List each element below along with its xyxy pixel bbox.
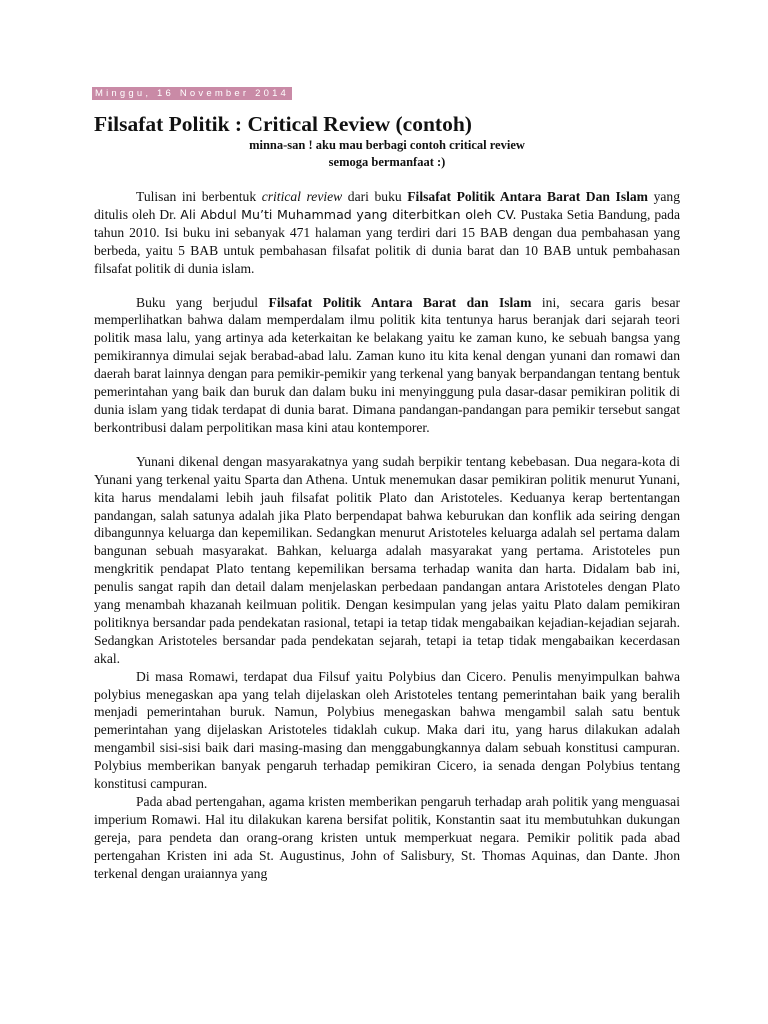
- paragraph-1: Tulisan ini berbentuk critical review dari buku Filsafat Politik Antara Barat Dan Islam yang ditulis oleh Dr. Ali Abdul Mu’ti Muhammad yang diterbitkan oleh CV. Pustaka Setia Bandung, pada tahun 2010. Isi buku ini sebanyak 471 halaman yang terdiri dari 15 BAB dengan dua pembahasan yang berbeda, yaitu 5 BAB untuk pembahasan filsafat politik di dunia barat dan 10 BAB untuk pembahasan filsafat politik di dunia islam.: [94, 189, 680, 276]
- post-subtitle-line1: minna-san ! aku mau berbagi contoh critical review: [249, 138, 525, 152]
- post-title: Filsafat Politik : Critical Review (contoh): [94, 112, 472, 136]
- paragraph-4: Di masa Romawi, terdapat dua Filsuf yaitu Polybius dan Cicero. Penulis menyimpulkan bahwa polybius menegaskan apa yang telah dijelaskan oleh Aristoteles tentang pemerintahan baik yang beralih menjadi pemerintahan buruk. Namun, Polybius menegaskan bahwa mengambil salah satu bentuk pemerintahan yang dijelaskan Aristoteles tidaklah cukup. Maka dari itu, yang harus dilakukan adalah mengambil sisi-sisi baik dari masing-masing dan menggabungkannya dalam sebuah konstitusi campuran. Polybius memberikan banyak pengaruh terhadap pemikiran Cicero, ia senada dengan Polybius tentang konstitusi campuran.: [94, 668, 680, 792]
- paragraph-3: Yunani dikenal dengan masyarakatnya yang sudah berpikir tentang kebebasan. Dua negara-kota di Yunani yang terkenal yaitu Sparta dan Athena. Untuk menemukan dasar pemikiran politik menurut Yunani, kita harus mendalami lebih jauh filsafat politik Plato dan Aristoteles. Keduanya kerap bertentangan pandangan, salah satunya adalah jika Plato berpendapat bahwa keburukan dan konflik ada seiring dengan dibangunnya keluarga dan kepemilikan. Sedangkan menurut Aristoteles keluarga adalah sel pertama dalam bangunan sebuah masyarakat. Bahkan, keluarga adalah masyarakat yang pertama. Aristoteles pun mengkritik pendapat Plato tentang kepemilikan bersama terhadap wanita dan harta. Didalam bab ini, penulis sangat rapih dan detail dalam menjelaskan perbedaan pandangan antara Aristoteles dengan Plato yang menambah khazanah keilmuan politik. Dengan kesimpulan yang jelas yaitu Plato dalam pemikiran politiknya bersandar pada pendekatan rasional, tetapi ia tetap tidak mengabaikan kejadian-kejadian sejarah. Sedangkan Aristoteles bersandar pada pendekatan sejarah, tetapi ia tetap tidak mengabaikan kecerdasan akal.: [94, 453, 680, 666]
- paragraph-5: Pada abad pertengahan, agama kristen memberikan pengaruh terhadap arah politik yang menguasai imperium Romawi. Hal itu dilakukan karena bersifat politik, Konstantin saat itu membutuhkan dukungan gereja, para pendeta dan orang-orang kristen untuk memperkuat negara. Pemikir politik pada abad pertengahan Kristen ini ada St. Augustinus, John of Salisbury, St. Thomas Aquinas, dan Dante. Jhon terkenal dengan uraiannya yang: [94, 794, 680, 881]
- post-date: Minggu, 16 November 2014: [92, 87, 292, 100]
- post-subtitle-line2: semoga bermanfaat :): [328, 155, 446, 169]
- paragraph-2: Buku yang berjudul Filsafat Politik Antara Barat dan Islam ini, secara garis besar memperlihatkan bahwa dalam memperdalam ilmu politik kita tentunya harus beranjak dari sejarah teori politik masa lalu, yang artinya ada keterkaitan ke belakang yaitu ke zaman kuno, ke sebuah bangsa yang pemikirannya dimulai sejak berabad-abad lalu. Zaman kuno itu kita kenal dengan yunani dan romawi dan daerah barat lainnya dengan para pemikir-pemikir yang terkenal yang banyak berpandangan tentang bentuk pemerintahan yang baik dan buruk dan dalam buku ini menyinggung pula dasar-dasar pemikiran politik di dunia islam yang tidak terdapat di dunia barat. Dimana pandangan-pandangan para pemikir tersebut sangat berkontribusi dalam perpolitikan masa kini atau kontemporer.: [94, 294, 681, 435]
- article-body: [94, 188, 680, 883]
